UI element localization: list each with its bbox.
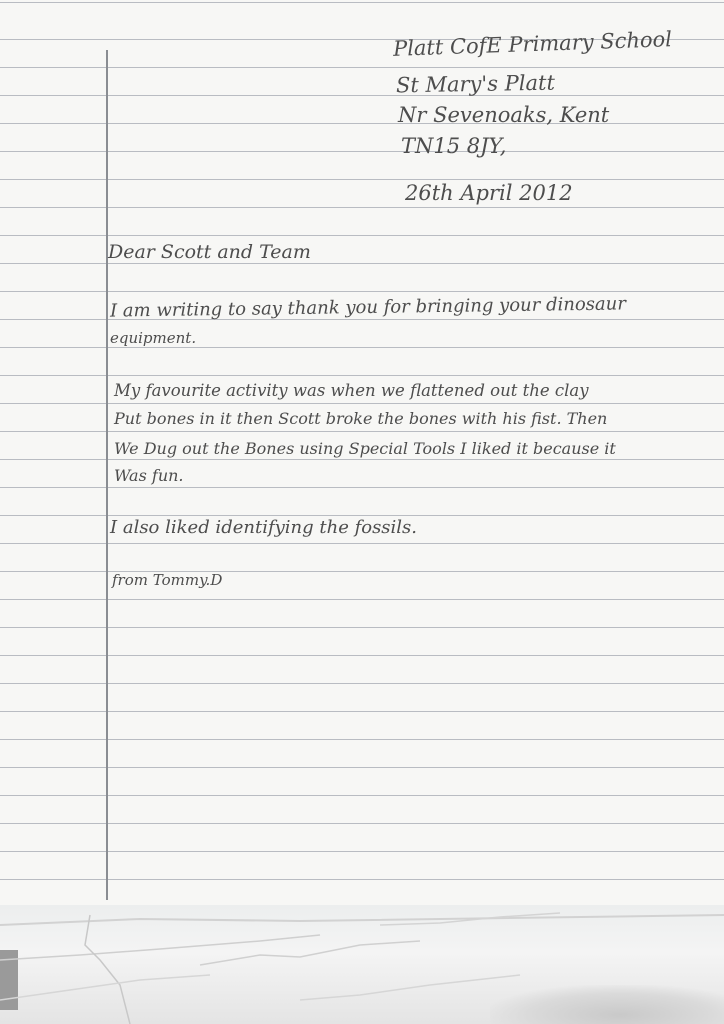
greeting: Dear Scott and Team [108,241,311,263]
address-town: Nr Sevenoaks, Kent [398,103,610,127]
paper-crease-lines [0,905,724,1024]
paragraph-1-line-1: I am writing to say thank you for bringing your dinosaur [109,293,627,322]
paragraph-2-line-4: Was fun. [114,466,184,485]
paragraph-2-line-3: We Dug out the Bones using Special Tools I liked it because it [114,439,616,458]
address-postcode: TN15 8JY, [401,134,507,158]
letter-date: 26th April 2012 [405,181,573,205]
paragraph-2-line-2: Put bones in it then Scott broke the bones with his fist. Then [114,409,608,428]
paragraph-3-line-1: I also liked identifying the fossils. [110,517,418,538]
address-street: St Mary's Platt [395,70,556,98]
margin-rule [106,50,108,900]
signoff: from Tommy.D [112,571,223,589]
paragraph-2-line-1: My favourite activity was when we flattened out the clay [114,381,589,400]
paragraph-1-line-2: equipment. [110,329,197,347]
scanner-background [0,905,724,1024]
address-school: Platt CofE Primary School [392,27,673,61]
